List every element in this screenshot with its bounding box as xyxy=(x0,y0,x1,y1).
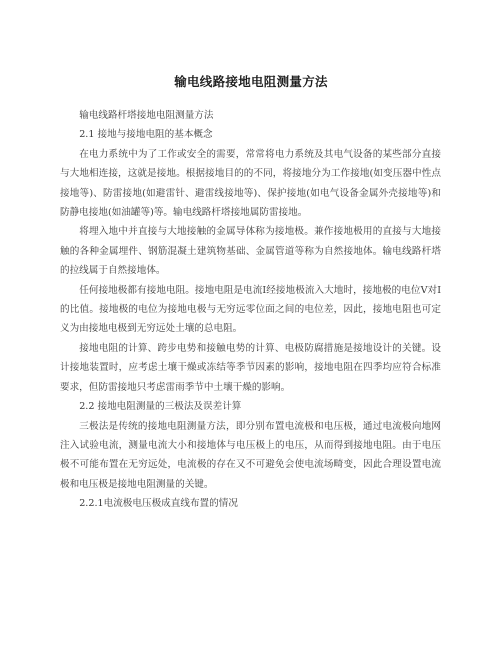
paragraph: 将埋入地中并直接与大地接触的金属导体称为接地极。兼作接地极用的直接与大地接触的各种金属埋件、钢筋混凝土建筑物基础、金属管道等称为自然接地体。输电线路杆塔的拉线属于自然接地体。 xyxy=(60,226,441,277)
paragraph: 接地电阻的计算、跨步电势和接触电势的计算、电极防腐措施是接地设计的关键。设计接地装置时，应考虑土壤干燥或冻结等季节因素的影响，接地电阻在四季均应符合标准要求，但防雷接地只考虑雷雨季节中土壤干燥的影响。 xyxy=(60,342,441,393)
paragraph: 在电力系统中为了工作或安全的需要，常常将电力系统及其电气设备的某些部分直接与大地相连接，这就是接地。根据接地目的的不同，将接地分为工作接地(如变压器中性点接地等)、防雷接地(如避雷针、避雷线接地等)、保护接地(如电气设备金属外壳接地等)和防静电接地(如油罐等)等。输电线路杆塔接地属防雷接地。 xyxy=(60,148,441,219)
section-heading: 2.2.1电流极电压极成直线布置的情况 xyxy=(79,498,238,510)
paragraph: 三极法是传统的接地电阻测量方法，即分别布置电流极和电压极，通过电流极向地网注入试验电流，测量电流大小和接地体与电压极上的电压，从而得到接地电阻。由于电压极不可能布置在无穷远处，电流极的存在又不可避免会使电流场畸变，因此合理设置电流极和电压极是接地电阻测量的关键。 xyxy=(60,420,441,490)
document-body xyxy=(60,106,441,514)
section-heading: 2.1 接地与接地电阻的基本概念 xyxy=(79,129,213,141)
section-heading: 2.2 接地电阻测量的三极法及误差计算 xyxy=(79,401,242,413)
section-heading: 输电线路杆塔接地电阻测量方法 xyxy=(79,110,214,121)
document-title: 输电线路接地电阻测量方法 xyxy=(174,74,328,89)
paragraph: 任何接地极都有接地电阻。接地电阻是电流I经接地极流入大地时，接地极的电位V对I的比值。接地极的电位为接地电极与无穷远零位面之间的电位差，因此，接地电阻也可定义为由接地电极到无穷远处土壤的总电阻。 xyxy=(60,284,441,335)
